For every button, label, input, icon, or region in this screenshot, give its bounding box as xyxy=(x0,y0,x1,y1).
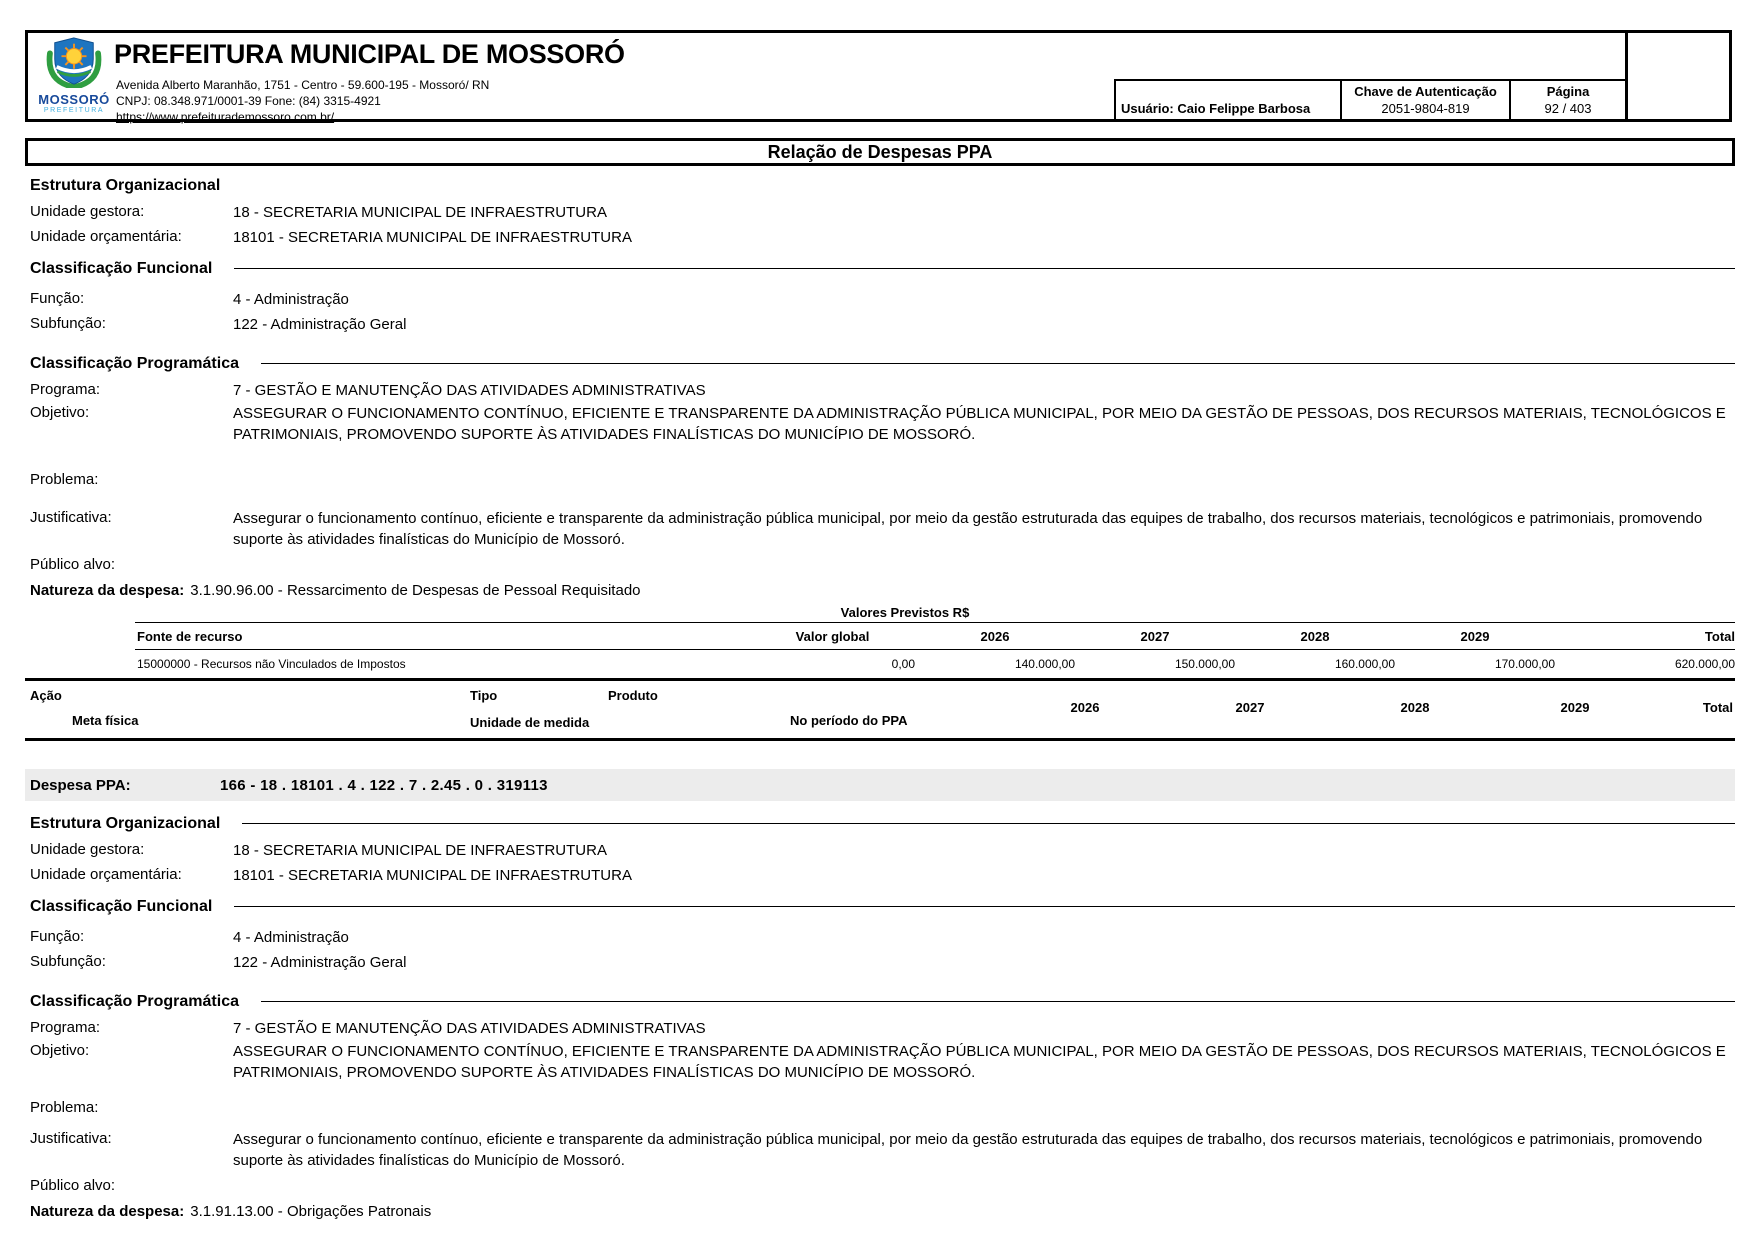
field-value: 122 - Administração Geral xyxy=(233,954,407,971)
despesa-ppa-label: Despesa PPA: xyxy=(30,776,131,794)
field-label: Objetivo: xyxy=(30,1042,90,1059)
field-value: ASSEGURAR O FUNCIONAMENTO CONTÍNUO, EFICIENTE E TRANSPARENTE DA ADMINISTRAÇÃO PÚBLICA MUNICIPAL, POR MEIO DA GESTÃO DE PESSOAS, DOS RECURSOS MATERIAIS, TECNOLÓGICOS E PATRIMONIAIS, PROMOVENDO SUPORTE ÀS ATIVIDADES FINALÍSTICAS DO MUNICÍPIO DE MOSSORÓ. xyxy=(233,1043,1726,1081)
auth-key-label: Chave de Autenticação xyxy=(1354,84,1497,99)
periodo-ppa-label: No período do PPA xyxy=(790,713,908,728)
publico-alvo-row xyxy=(25,1176,1735,1195)
logo-city-text: MOSSORÓ xyxy=(38,92,110,107)
valores-table xyxy=(135,622,1735,678)
auth-key-value: 2051-9804-819 xyxy=(1381,101,1470,116)
field-label: Problema: xyxy=(30,1099,99,1116)
objetivo-row xyxy=(25,1041,1735,1083)
field-value xyxy=(233,1176,1735,1195)
justificativa-row xyxy=(25,508,1735,550)
col-fonte-recurso: Fonte de recurso xyxy=(137,628,243,644)
table-row xyxy=(135,650,1735,678)
col-2029: 2029 xyxy=(1460,628,1490,644)
field-label: Unidade orçamentária: xyxy=(30,228,182,245)
cell-2029: 170.000,00 xyxy=(1494,657,1555,671)
field-value: Assegurar o funcionamento contínuo, eficiente e transparente da administração pública municipal, por meio da gestão estruturada das equipes de trabalho, dos recursos materiais, tecnológicos e patrimoniais, promovendo suporte às atividades finalísticas do Município de Mossoró. xyxy=(233,1131,1703,1169)
col-valor-global: Valor global xyxy=(795,628,870,644)
natureza-label: Natureza da despesa: xyxy=(30,582,185,599)
field-value: 4 - Administração xyxy=(233,929,349,946)
section2-funcional-heading xyxy=(25,897,1735,916)
subfuncao-row xyxy=(25,952,1735,973)
auth-key-cell xyxy=(1340,81,1509,119)
valores-previstos-title: Valores Previstos R$ xyxy=(840,605,970,620)
field-label: Subfunção: xyxy=(30,315,106,332)
section1-estrutura-heading xyxy=(25,176,1735,195)
field-value: Assegurar o funcionamento contínuo, eficiente e transparente da administração pública municipal, por meio da gestão estruturada das equipes de trabalho, dos recursos materiais, tecnológicos e patrimoniais, promovendo suporte às atividades finalísticas do Município de Mossoró. xyxy=(233,510,1703,548)
logo-subtitle-text: PREFEITURA xyxy=(43,107,105,114)
unidade-medida-label: Unidade de medida xyxy=(470,715,590,730)
field-label: Unidade gestora: xyxy=(30,203,145,220)
field-label: Objetivo: xyxy=(30,404,90,421)
field-value: 4 - Administração xyxy=(233,291,349,308)
cell-2026: 140.000,00 xyxy=(1014,657,1075,671)
field-value xyxy=(233,470,1735,489)
heading-text: Classificação Funcional xyxy=(30,260,213,277)
field-value: 18 - SECRETARIA MUNICIPAL DE INFRAESTRUTURA xyxy=(233,842,607,859)
header-meta-table xyxy=(1114,79,1625,119)
cell-total: 620.000,00 xyxy=(1674,657,1735,671)
field-label: Unidade gestora: xyxy=(30,841,145,858)
section1-funcional-heading xyxy=(25,259,1735,278)
field-value: 122 - Administração Geral xyxy=(233,316,407,333)
field-label: Função: xyxy=(30,290,85,307)
natureza-despesa-line xyxy=(25,1202,1735,1221)
heading-rule xyxy=(261,1001,1735,1002)
despesa-ppa-band xyxy=(25,769,1735,801)
tipo-label: Tipo xyxy=(470,688,498,703)
funcao-row xyxy=(25,289,1735,310)
address-line: Avenida Alberto Maranhão, 1751 - Centro - 59.600-195 - Mossoró/ RN xyxy=(116,78,490,92)
produto-label: Produto xyxy=(608,688,658,703)
report-title: Relação de Despesas PPA xyxy=(767,141,993,162)
heading-rule xyxy=(242,823,1735,824)
heading-text: Classificação Programática xyxy=(30,355,239,372)
user-cell xyxy=(1116,81,1340,119)
field-value: 18101 - SECRETARIA MUNICIPAL DE INFRAESTRUTURA xyxy=(233,867,632,884)
meta-fisica-label: Meta física xyxy=(72,713,139,728)
section2-estrutura-heading xyxy=(25,814,1735,833)
report-title-bar xyxy=(25,138,1735,166)
valores-table-header xyxy=(135,623,1735,650)
document-header xyxy=(25,30,1735,122)
unidade-gestora-row xyxy=(25,202,1735,223)
col-2026: 2026 xyxy=(980,628,1010,644)
justificativa-row xyxy=(25,1129,1735,1171)
col-2028: 2028 xyxy=(1300,628,1330,644)
section2-programatica-heading xyxy=(25,992,1735,1011)
field-label: Público alvo: xyxy=(30,556,116,573)
col-2027: 2027 xyxy=(1140,628,1170,644)
heading-rule xyxy=(234,906,1735,907)
field-label: Função: xyxy=(30,928,85,945)
acao-col-2026: 2026 xyxy=(1070,700,1100,715)
field-value: 7 - GESTÃO E MANUTENÇÃO DAS ATIVIDADES ADMINISTRATIVAS xyxy=(233,382,706,399)
field-value xyxy=(233,1098,1735,1117)
despesa-ppa-code: 166 - 18 . 18101 . 4 . 122 . 7 . 2.45 . 0 . 319113 xyxy=(220,776,548,794)
header-empty-box xyxy=(1628,30,1732,122)
problema-row xyxy=(25,1098,1735,1117)
field-label: Unidade orçamentária: xyxy=(30,866,182,883)
heading-rule xyxy=(261,363,1735,364)
unidade-orcamentaria-row xyxy=(25,865,1735,886)
cell-fonte: 15000000 - Recursos não Vinculados de Impostos xyxy=(137,657,406,671)
heading-text: Estrutura Organizacional xyxy=(30,815,221,832)
funcao-row xyxy=(25,927,1735,948)
website-link[interactable]: https://www.prefeiturademossoro.com.br/ xyxy=(116,110,335,124)
acao-col-2027: 2027 xyxy=(1235,700,1265,715)
unidade-orcamentaria-row xyxy=(25,227,1735,248)
natureza-value: 3.1.91.13.00 - Obrigações Patronais xyxy=(190,1203,432,1220)
heading-text: Classificação Programática xyxy=(30,993,239,1010)
cnpj-phone-line: CNPJ: 08.348.971/0001-39 Fone: (84) 3315-4921 xyxy=(116,94,381,108)
acao-label: Ação xyxy=(30,688,62,703)
field-value xyxy=(233,555,1735,574)
organization-name: PREFEITURA MUNICIPAL DE MOSSORÓ xyxy=(114,39,625,69)
programa-row xyxy=(25,1018,1735,1039)
natureza-despesa-line xyxy=(25,581,1735,600)
heading-rule xyxy=(234,268,1735,269)
field-value: 18 - SECRETARIA MUNICIPAL DE INFRAESTRUTURA xyxy=(233,204,607,221)
report-body xyxy=(25,176,1735,1221)
natureza-label: Natureza da despesa: xyxy=(30,1203,185,1220)
page-cell xyxy=(1509,81,1625,119)
mossoro-logo xyxy=(36,36,112,114)
cell-2027: 150.000,00 xyxy=(1174,657,1235,671)
objetivo-row xyxy=(25,403,1735,445)
problema-row xyxy=(25,470,1735,489)
field-value: 7 - GESTÃO E MANUTENÇÃO DAS ATIVIDADES ADMINISTRATIVAS xyxy=(233,1020,706,1037)
heading-text: Estrutura Organizacional xyxy=(30,177,221,194)
field-label: Justificativa: xyxy=(30,1130,112,1147)
acao-header-band xyxy=(25,678,1735,741)
coat-of-arms-icon xyxy=(42,36,106,88)
col-total: Total xyxy=(1704,628,1735,644)
field-label: Justificativa: xyxy=(30,509,112,526)
field-label: Problema: xyxy=(30,471,99,488)
acao-col-2029: 2029 xyxy=(1560,700,1590,715)
user-label: Usuário: Caio Felippe Barbosa xyxy=(1121,101,1311,116)
unidade-gestora-row xyxy=(25,840,1735,861)
subfuncao-row xyxy=(25,314,1735,335)
field-value: ASSEGURAR O FUNCIONAMENTO CONTÍNUO, EFICIENTE E TRANSPARENTE DA ADMINISTRAÇÃO PÚBLICA MUNICIPAL, POR MEIO DA GESTÃO DE PESSOAS, DOS RECURSOS MATERIAIS, TECNOLÓGICOS E PATRIMONIAIS, PROMOVENDO SUPORTE ÀS ATIVIDADES FINALÍSTICAS DO MUNICÍPIO DE MOSSORÓ. xyxy=(233,405,1726,443)
header-main-box xyxy=(25,30,1628,122)
heading-text: Classificação Funcional xyxy=(30,898,213,915)
cell-2028: 160.000,00 xyxy=(1334,657,1395,671)
natureza-value: 3.1.90.96.00 - Ressarcimento de Despesas de Pessoal Requisitado xyxy=(190,582,641,599)
page-label: Página xyxy=(1546,84,1590,99)
field-label: Programa: xyxy=(30,381,101,398)
acao-col-total: Total xyxy=(1702,700,1733,715)
page-number: 92 / 403 xyxy=(1544,101,1592,116)
section1-programatica-heading xyxy=(25,354,1735,373)
publico-alvo-row xyxy=(25,555,1735,574)
cell-valor-global: 0,00 xyxy=(891,657,915,671)
field-value: 18101 - SECRETARIA MUNICIPAL DE INFRAESTRUTURA xyxy=(233,229,632,246)
field-label: Público alvo: xyxy=(30,1177,116,1194)
programa-row xyxy=(25,380,1735,401)
field-label: Programa: xyxy=(30,1019,101,1036)
acao-col-2028: 2028 xyxy=(1400,700,1430,715)
field-label: Subfunção: xyxy=(30,953,106,970)
